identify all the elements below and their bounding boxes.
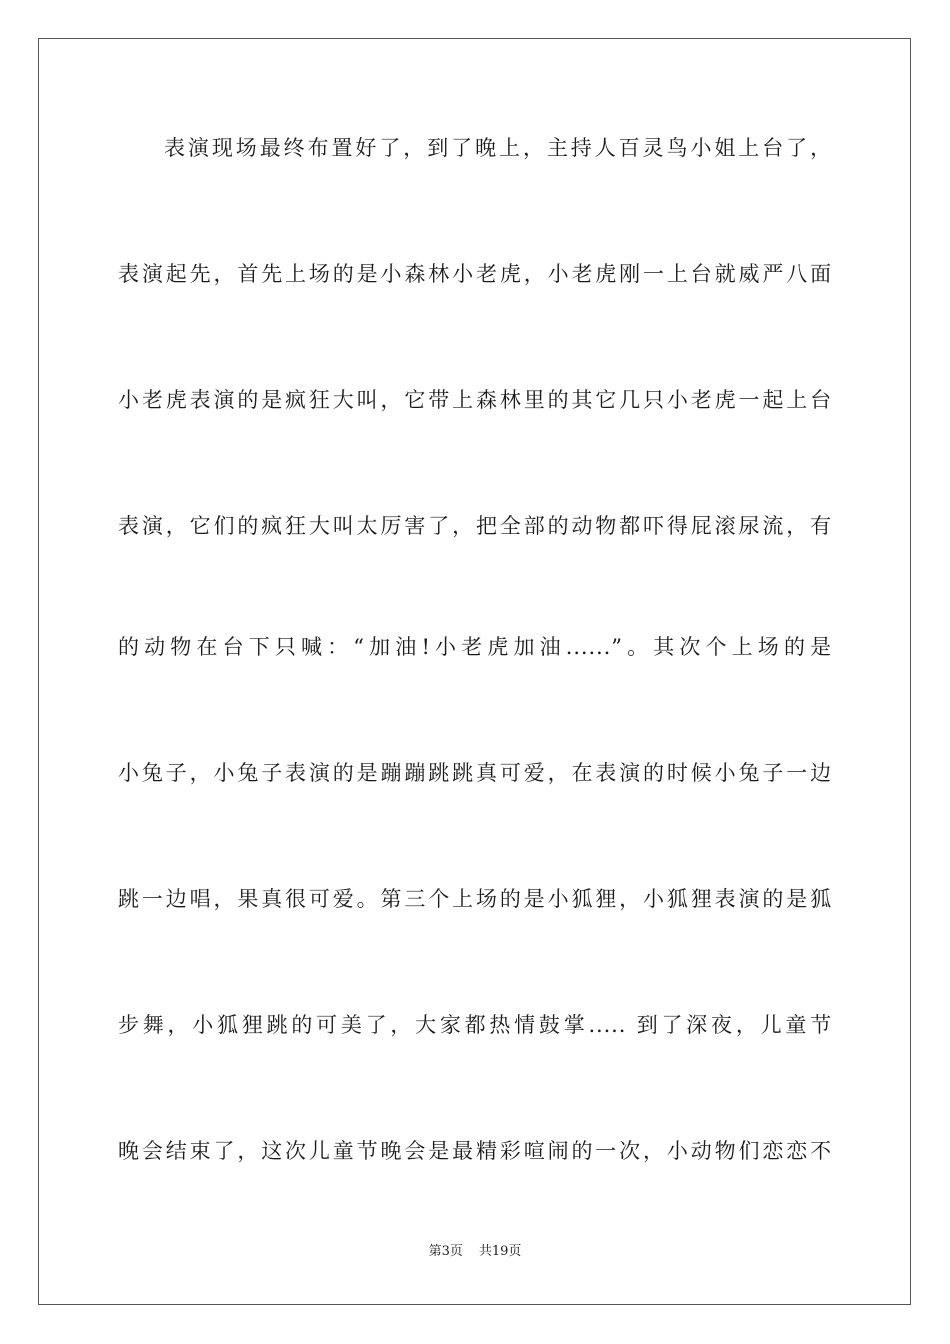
paragraph-line: 的动物在台下只喊：“加油!小老虎加油......”。其次个上场的是: [118, 635, 832, 659]
page-footer: [0, 1243, 950, 1261]
paragraph-line: 步舞，小狐狸跳的可美了，大家都热情鼓掌..... 到了深夜，儿童节: [118, 1013, 832, 1037]
paragraph-line: 小老虎表演的是疯狂大叫，它带上森林里的其它几只小老虎一起上台: [118, 388, 832, 412]
page-number-current: 第3页: [428, 1244, 463, 1259]
paragraph-line: 表演起先，首先上场的是小森林小老虎，小老虎刚一上台就威严八面: [118, 262, 832, 286]
page-number-total: 共19页: [478, 1244, 522, 1259]
paragraph-line: 晚会结束了，这次儿童节晚会是最精彩喧闹的一次，小动物们恋恋不: [118, 1139, 832, 1163]
paragraph-line: 表演现场最终布置好了，到了晚上，主持人百灵鸟小姐上台了，: [164, 136, 832, 160]
paragraph-line: 表演，它们的疯狂大叫太厉害了，把全部的动物都吓得屁滚尿流，有: [118, 514, 832, 538]
page-border: [38, 38, 911, 1305]
paragraph-line: 小兔子，小兔子表演的是蹦蹦跳跳真可爱，在表演的时候小兔子一边: [118, 761, 832, 785]
paragraph-line: 跳一边唱，果真很可爱。第三个上场的是小狐狸，小狐狸表演的是狐: [118, 887, 832, 911]
